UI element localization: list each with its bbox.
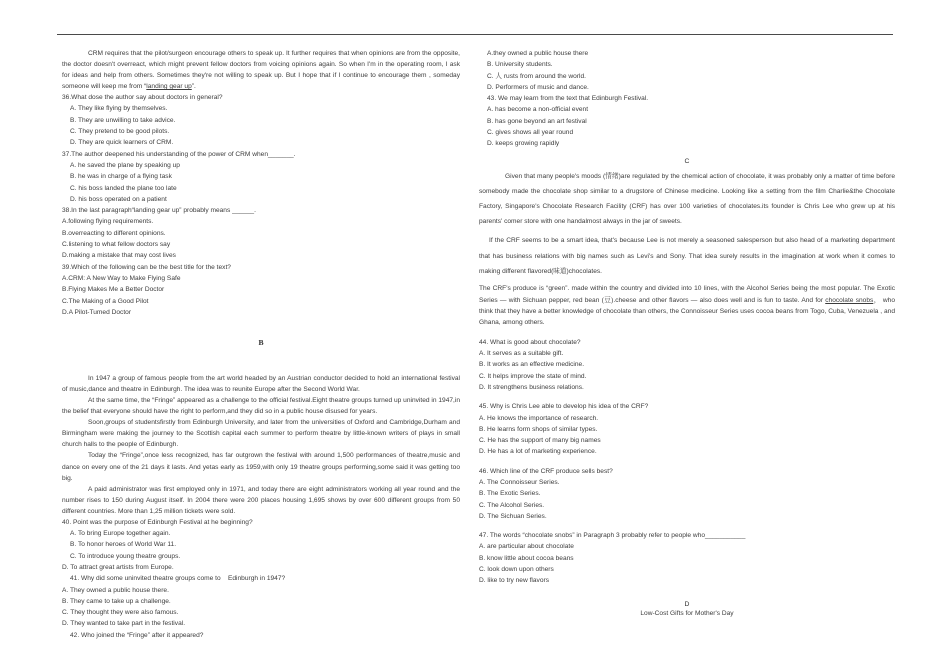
question-45-option-a: A. He knows the importance of research. bbox=[479, 414, 599, 422]
underlined-phrase: chocolate snobs bbox=[825, 296, 874, 304]
two-column-layout bbox=[0, 48, 950, 641]
question-40-option-b: B. To honor heroes of World War 11. bbox=[70, 541, 177, 549]
question-39-stem: 39.Which of the following can be the best title for the text? bbox=[62, 263, 231, 271]
question-44-option-d: D. It strengthens business relations. bbox=[479, 383, 584, 391]
passage-c-paragraph-2: If the CRF seems to be a smart idea, that's because Lee is not merely a seasoned salesperson but also head of a marketing department that has business relations with big names such as Levi's and Sony. That idea surely results in the imagination at work when it comes to making different flavored(味道)chocolates. bbox=[479, 237, 895, 275]
passage-c-paragraph-3: The CRF's produce is “green”. made within the country and divided into 10 lines, with the Alcohol Series being the most popular. The Exotic Series — with Sichuan pepper, red bean (豆).cheese and other flavors — also does well and is fun to taste. And for chocolate snobs， who think that they have a better knowledge of chocolate than others, the Connoisseur Series uses cocoa beans from Togo, Cuba, Venezuela , and Ghana, among others. bbox=[479, 285, 895, 327]
question-40-option-a: A. To bring Europe together again. bbox=[70, 530, 171, 538]
question-40-option-d: D. To attract great artists from Europe. bbox=[62, 563, 174, 571]
question-45-option-d: D. He has a lot of marketing experience. bbox=[479, 448, 597, 456]
question-39-option-d: D.A Pilot-Tumed Doctor bbox=[62, 308, 132, 316]
passage-c-body bbox=[479, 169, 895, 279]
right-column bbox=[475, 48, 950, 641]
passage-b-paragraph-3: Soon,groups of studentsfirstly from Edinburgh University, and later from the universities of Oxford and Cambridge,Durham and Birmingham were making the journey to the Scottish capital each summer to perform theatre by little-known writers of plays in small church halls to the people of Edinburgh. bbox=[62, 419, 460, 449]
underlined-phrase: landing gear up bbox=[146, 83, 192, 91]
question-43-option-a: A. has become a non-official event bbox=[487, 106, 589, 114]
question-45-stem: 45. Why is Chris Lee able to develop his idea of the CRF? bbox=[479, 403, 649, 411]
passage-a-tail-paragraph: CRM requires that the pilot/surgeon encourage others to speak up. It further requires that when opinions are from the opposite, the doctor doesn't overreact, which might prevent fellow doctors from voicing opinions again. So when I'm in the operating room, I ask for ideas and help from others. Sometimes they're not willing to speak up. But I hope that if I continue to encourage them , someday someone will keep me from “landing gear up”. bbox=[62, 50, 460, 91]
section-d-title: Low-Cost Gifts for Mother's Day bbox=[640, 609, 734, 617]
header-rule bbox=[57, 34, 893, 35]
question-42-stem: 42. Who joined the “Fringe” after it appeared? bbox=[70, 631, 204, 639]
question-46-option-b: B. The Exotic Series. bbox=[479, 490, 541, 498]
question-41-option-b: B. They came to take up a challenge. bbox=[62, 597, 171, 605]
section-d-block bbox=[479, 601, 895, 619]
question-44-option-c: C. It helps improve the state of mind. bbox=[479, 372, 587, 380]
question-47-stem: 47. The words “chocolate snobs” in Paragraph 3 probably refer to people who___________ bbox=[479, 532, 746, 540]
question-38-stem: 38.In the last paragraph“landing gear up” probably means ______. bbox=[62, 207, 256, 215]
left-column bbox=[0, 48, 475, 641]
section-d-label: D bbox=[684, 600, 690, 608]
question-46-stem: 46. Which line of the CRF produce sells best? bbox=[479, 467, 613, 475]
question-44-option-b: B. It works as an effective medicine. bbox=[479, 361, 585, 369]
question-40-stem: 40. Point was the purpose of Edinburgh Festival at he beginning? bbox=[62, 518, 253, 526]
question-37-option-d: D. his boss operated on a patient bbox=[70, 195, 167, 203]
passage-c-paragraph-3-wrap bbox=[479, 283, 895, 329]
passage-b-paragraph-5: A paid administrator was first employed only in 1971, and today there are eight administrators working all year round and the number rises to 150 during August itself. In 2004 there were 200 places housing 1,695 shows by over 600 different groups from 50 different countries. More than 1,25 million tickets were sold. bbox=[62, 485, 460, 515]
question-47-option-b: B. know little about cocoa beans bbox=[479, 554, 574, 562]
question-37-stem: 37.The author deepened his understanding of the power of CRM when_______. bbox=[62, 150, 296, 158]
question-45-option-b: B. He learns form shops of similar types. bbox=[479, 425, 598, 433]
question-47-option-c: C. look down upon others bbox=[479, 566, 554, 574]
question-41-stem: 41. Why did some uninvited theatre groups come to Edinburgh in 1947? bbox=[70, 575, 286, 583]
question-36-option-a: A. They like flying by themselves. bbox=[70, 105, 168, 113]
question-45-option-c: C. He has the support of many big names bbox=[479, 437, 601, 445]
question-39-option-b: B.Flying Makes Me a Better Doctor bbox=[62, 286, 165, 294]
question-37-option-c: C. his boss landed the plane too late bbox=[70, 184, 177, 192]
question-46-option-a: A. The Connoisseur Series. bbox=[479, 478, 560, 486]
question-41-option-d: D. They wanted to take part in the festival. bbox=[62, 620, 186, 628]
question-44-option-a: A. It serves as a suitable gift. bbox=[479, 350, 564, 358]
section-c-label: C bbox=[684, 157, 690, 165]
question-39-option-c: C.The Making of a Good Pilot bbox=[62, 297, 149, 305]
question-47-option-d: D. like to try new flavors bbox=[479, 577, 549, 585]
question-43-option-b: B. has gone beyond an art festival bbox=[487, 117, 587, 125]
passage-c-paragraph-1: Given that many people's moods (情绪)are regulated by the chemical action of chocolate, it was probably only a matter of time before somebody made the chocolate shop similar to a drugstore of Chinese medicine. Looking like a setting from the film Charlie&the Chocolate Factory, Singapore's Chocolate Research Facility (CRF) has over 100 varieties of chocolates.its founder is Chris Lee who grew up at his parents' comer store with one handalmost always in the jar of sweets. bbox=[479, 172, 895, 226]
question-38-option-d: D.making a mistake that may cost lives bbox=[62, 252, 176, 260]
question-39-option-a: A.CRM: A New Way to Make Flying Safe bbox=[62, 274, 181, 282]
question-36-option-c: C. They pretend to be good pilots. bbox=[70, 128, 170, 136]
question-37-option-b: B. he was in charge of a flying task bbox=[70, 173, 172, 181]
question-43-option-c: C. gives shows all year round bbox=[487, 129, 574, 137]
question-36-option-b: B. They are unwilling to take advice. bbox=[70, 116, 176, 124]
question-40-option-c: C. To introduce young theatre groups. bbox=[70, 552, 181, 560]
question-42-option-b: B. University students. bbox=[487, 61, 553, 69]
question-41-option-a: A. They owned a public house there. bbox=[62, 586, 169, 594]
passage-b-paragraph-2: At the same time, the “Fringe” appeared as a challenge to the official festival.Eight theatre groups turned up uninvited in 1947,in the belief that everyone should have the right to perform,and they did so in a public house disused for years. bbox=[62, 397, 460, 416]
question-42-option-c: C. 人 rusts from around the world. bbox=[487, 72, 586, 80]
question-36-option-d: D. They are quick learners of CRM. bbox=[70, 139, 174, 147]
passage-b-paragraph-4: Today the “Fringe”,once less recognized, has far outgrown the festival with around 1,500 performances of theatre,music and dance on every one of the 21 days it lasts. And yetas early as 1959,with only 19 theatre groups performing,some said it was getting too big. bbox=[62, 452, 460, 482]
question-42-option-a: A.they owned a public house there bbox=[487, 50, 589, 57]
question-43-option-d: D. keeps growing rapidly bbox=[487, 140, 560, 148]
passage-b-paragraph-1: In 1947 a group of famous people from the art world headed by an Austrian conductor decided to hold an international festival of music,dance and theatre in Edinburgh. The idea was to reunite Europe after the Second World War. bbox=[62, 375, 460, 394]
question-43-stem: 43. We may learn from the text that Edinburgh Festival. bbox=[487, 95, 649, 103]
question-38-option-b: B.overreacting to different opinions. bbox=[62, 229, 166, 237]
question-44-stem: 44. What is good about chocolate? bbox=[479, 338, 581, 346]
question-37-option-a: A. he saved the plane by speaking up bbox=[70, 161, 180, 169]
question-46-option-d: D. The Sichuan Series. bbox=[479, 512, 547, 520]
question-47-option-a: A. are particular about chocolate bbox=[479, 543, 574, 551]
question-42-option-d: D. Performers of music and dance. bbox=[487, 83, 589, 91]
question-46-option-c: C. The Alcohol Series. bbox=[479, 501, 545, 509]
question-38-option-c: C.listening to what fellow doctors say bbox=[62, 241, 171, 249]
question-41-option-c: C. They thought they were also famous. bbox=[62, 609, 179, 617]
question-36-stem: 36.What dose the author say about doctors in general? bbox=[62, 94, 223, 102]
question-38-option-a: A.following flying requirements. bbox=[62, 218, 154, 226]
section-b-label: B bbox=[258, 338, 264, 348]
